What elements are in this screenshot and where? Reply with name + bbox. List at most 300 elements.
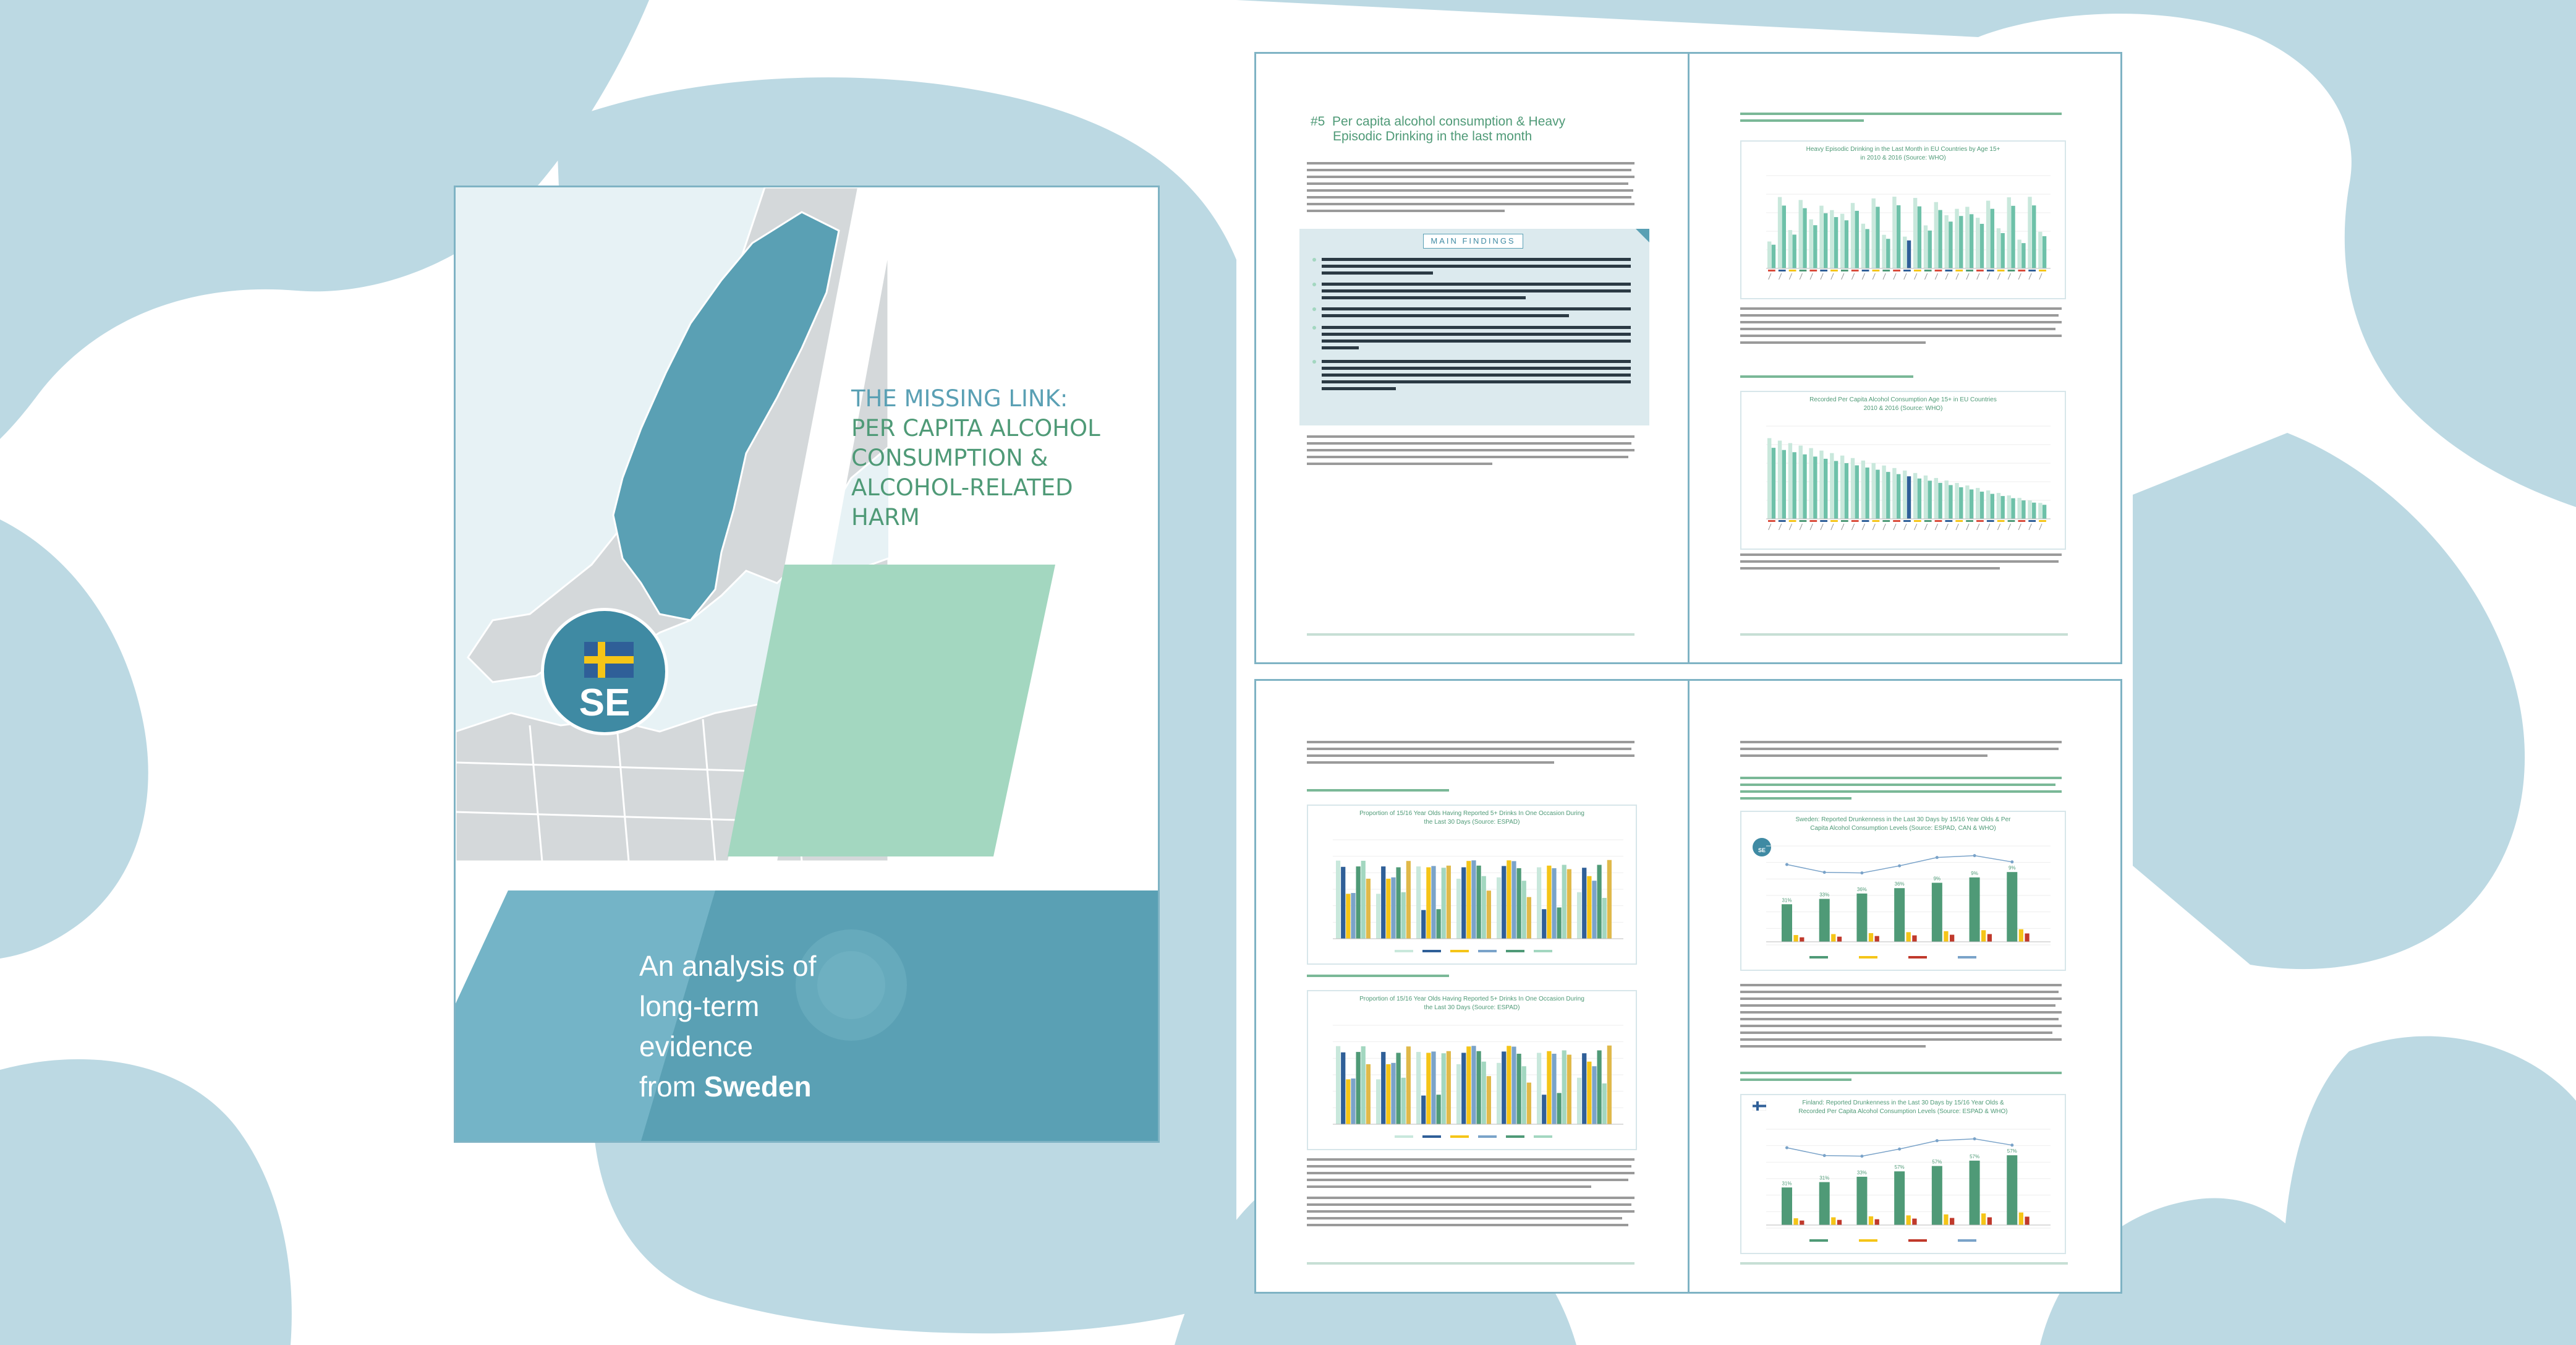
bar <box>1970 877 1980 942</box>
bar <box>1934 202 1938 268</box>
bar <box>2007 197 2011 268</box>
footer-line-4 <box>1740 1262 2068 1265</box>
legend-swatch <box>1534 1135 1552 1138</box>
bar <box>1876 207 1879 268</box>
bar <box>1830 453 1834 519</box>
tick-label <box>1997 273 2000 280</box>
bar <box>1542 909 1546 939</box>
tick-label <box>1966 524 1969 530</box>
bar <box>1471 860 1476 939</box>
bar <box>1477 1051 1481 1124</box>
flag-mark <box>1987 270 1994 271</box>
bar <box>1567 869 1571 939</box>
cover-title-line-1: THE MISSING LINK: <box>851 385 1068 412</box>
data-label: 31% <box>1782 1181 1792 1187</box>
fig-source-line-4 <box>1307 975 1492 978</box>
bar <box>1944 1215 1948 1225</box>
bar <box>1851 203 1855 268</box>
bar <box>1819 451 1823 519</box>
chart5-title-line-1: Sweden: Reported Drunkenness in the Last 30 Days by 15/16 Year Olds & Per <box>1795 816 2011 823</box>
subtitle-line-3: evidence <box>639 1030 754 1062</box>
bar <box>1511 861 1516 939</box>
footer-line-r <box>1740 633 2068 636</box>
bar <box>1447 1051 1451 1124</box>
tick-label <box>2008 524 2010 530</box>
subtitle-line-4: from <box>639 1070 696 1103</box>
flag-mark <box>1768 270 1775 271</box>
bar <box>1912 1219 1916 1225</box>
bar <box>1341 1053 1345 1124</box>
bar <box>1361 861 1366 939</box>
bar <box>1376 1079 1380 1124</box>
tick-label <box>1862 273 1864 280</box>
body-text-block-5 <box>1307 741 1641 772</box>
bar <box>1965 485 1969 519</box>
section-title-line-1: Per capita alcohol consumption & Heavy <box>1332 114 1566 129</box>
bar <box>1882 466 1885 519</box>
tick-label <box>2018 273 2021 280</box>
flag-mark <box>1768 520 1775 522</box>
bar <box>1587 876 1591 939</box>
bar <box>1552 868 1556 939</box>
bar <box>1592 1066 1596 1124</box>
flag-mark <box>1779 270 1786 271</box>
bar <box>1907 476 1911 519</box>
bar <box>1346 894 1350 939</box>
flag-mark <box>1924 270 1932 271</box>
bar <box>1361 1046 1366 1124</box>
bar <box>1401 1078 1406 1124</box>
data-label: 57% <box>1932 1159 1942 1165</box>
bar <box>1567 1055 1571 1124</box>
bar <box>1502 866 1506 939</box>
bar <box>1482 1062 1486 1124</box>
body-text-block-2 <box>1307 435 1641 479</box>
bar <box>1597 865 1602 939</box>
fig-source-line-2 <box>1740 375 1926 379</box>
tick-label <box>1935 524 1937 530</box>
bar <box>1547 866 1551 939</box>
bar <box>1997 493 2000 519</box>
fig-source-line-5 <box>1740 777 2062 801</box>
bar <box>1906 1215 1911 1225</box>
bar <box>2043 505 2046 519</box>
bar <box>1981 930 1986 942</box>
legend-swatch <box>1395 1135 1413 1138</box>
bar <box>1987 1218 1992 1225</box>
tick-label <box>1800 273 1802 280</box>
data-label: 31% <box>1819 1175 1830 1181</box>
bar <box>1466 861 1471 939</box>
tick-label <box>1904 273 1906 280</box>
bar <box>1892 468 1896 519</box>
bar <box>2032 503 2036 519</box>
legend-swatch <box>1478 1135 1497 1138</box>
legend-swatch <box>1809 956 1828 959</box>
bar <box>1897 205 1900 268</box>
bar <box>1527 1083 1531 1124</box>
flag-mark <box>1830 270 1838 271</box>
findings-corner <box>1636 229 1649 242</box>
flag-mark <box>1882 520 1890 522</box>
flag-mark <box>1903 520 1911 522</box>
data-label: 57% <box>2007 1148 2017 1155</box>
body-text-block <box>1307 162 1641 218</box>
bar <box>1562 1051 1566 1124</box>
bar <box>1837 1220 1842 1225</box>
legend-swatch <box>1958 956 1976 959</box>
tick-label <box>1894 273 1896 280</box>
bar <box>1976 488 1979 519</box>
tick-label <box>1872 524 1875 530</box>
bar <box>1401 892 1406 939</box>
bar <box>1913 198 1917 268</box>
findings-bullets <box>1312 257 1646 421</box>
flag-mark <box>2008 520 2015 522</box>
bar <box>1918 207 1921 268</box>
chart3-title-line-1: Proportion of 15/16 Year Olds Having Reported 5+ Drinks In One Occasion During <box>1359 810 1584 817</box>
bar <box>1986 490 1990 519</box>
chart2-title-line-1: Recorded Per Capita Alcohol Consumption Age 15+ in EU Countries <box>1809 396 1997 403</box>
bar <box>2007 1155 2017 1225</box>
bar <box>1396 1053 1401 1124</box>
chart6-title-line-1: Finland: Reported Drunkenness in the Last 30 Days by 15/16 Year Olds & <box>1802 1099 2004 1106</box>
fig-source-line-6 <box>1740 1072 2062 1084</box>
chart-finland-drunkenness <box>1740 1094 2066 1254</box>
bar <box>1949 221 1952 268</box>
bar <box>1788 443 1792 519</box>
bar <box>1856 1177 1867 1225</box>
data-label: 57% <box>1894 1164 1905 1171</box>
fig-source-line-3 <box>1307 789 1492 793</box>
bar <box>1437 909 1441 939</box>
tick-label <box>1821 524 1823 530</box>
bar <box>1442 868 1446 939</box>
flag-mark <box>2028 520 2036 522</box>
bar <box>1831 1218 1835 1225</box>
line-point <box>2010 1143 2013 1146</box>
data-label: 33% <box>1819 892 1830 898</box>
bar <box>1607 860 1612 939</box>
flag-mark <box>1914 520 1921 522</box>
data-label: 9% <box>2009 865 2016 871</box>
bar <box>1431 1051 1435 1124</box>
main-findings-label: MAIN FINDINGS <box>1423 234 1523 249</box>
bar <box>1875 1219 1879 1225</box>
bar <box>1934 478 1938 519</box>
tick-label <box>1862 524 1864 530</box>
tick-label <box>1872 273 1875 280</box>
chart4-title-line-2: the Last 30 Days (Source: ESPAD) <box>1424 1004 1520 1011</box>
bar <box>1793 1218 1798 1225</box>
legend-swatch <box>1859 1239 1877 1242</box>
flag-mark <box>1882 270 1890 271</box>
bar <box>1834 217 1838 268</box>
legend-swatch <box>1478 950 1497 952</box>
flag-mark <box>1924 520 1932 522</box>
legend-swatch <box>1422 1135 1441 1138</box>
cover-subtitle <box>639 946 816 1107</box>
line-point <box>1936 856 1939 859</box>
bar <box>1406 861 1411 939</box>
chart-recorded-consumption <box>1740 391 2066 550</box>
bar <box>1819 206 1823 268</box>
data-label: 36% <box>1856 886 1867 892</box>
bar <box>1456 1064 1461 1124</box>
bar <box>1406 1046 1411 1124</box>
bar <box>1557 907 1562 939</box>
bar <box>1577 1078 1581 1124</box>
tick-label <box>2029 524 2031 530</box>
bar <box>1970 214 1973 268</box>
tick-label <box>1769 524 1771 530</box>
bar <box>1522 881 1526 939</box>
flag-mark <box>1903 270 1911 271</box>
bar <box>1955 209 1958 268</box>
bar <box>1965 207 1969 268</box>
legend-swatch <box>1506 950 1524 952</box>
bar <box>1894 888 1905 942</box>
bar <box>1959 216 1963 268</box>
bar <box>1976 218 1979 268</box>
flag-mark <box>1851 270 1859 271</box>
bar <box>1809 220 1813 268</box>
bar <box>1381 1052 1385 1124</box>
bar <box>1906 932 1911 942</box>
bar <box>1987 934 1992 942</box>
bar <box>1894 1171 1905 1225</box>
tick-label <box>1852 273 1855 280</box>
bar <box>1471 1046 1476 1124</box>
bar <box>2019 1213 2023 1225</box>
line-point <box>1973 854 1976 857</box>
bar <box>1502 1051 1506 1124</box>
bar <box>1778 197 1782 268</box>
tick-label <box>1915 524 1917 530</box>
flag-mark <box>2039 270 2046 271</box>
flag-mark <box>1966 520 1973 522</box>
body-text-block-3 <box>1740 307 2062 351</box>
se-mini-code: SE <box>1758 847 1766 853</box>
line-point <box>1973 1137 1976 1140</box>
bar <box>1851 458 1855 519</box>
bar <box>1865 229 1869 268</box>
line-point <box>1785 863 1788 866</box>
cover-title <box>851 384 1148 532</box>
bar <box>1582 868 1586 939</box>
bar <box>1886 239 1890 268</box>
footer-line <box>1307 633 1634 636</box>
bar <box>1782 205 1786 268</box>
bar <box>1782 450 1786 519</box>
chart4-title-line-1: Proportion of 15/16 Year Olds Having Reported 5+ Drinks In One Occasion During <box>1359 996 1584 1002</box>
chart-espad-1 <box>1307 805 1637 965</box>
bar <box>1507 860 1511 939</box>
bar <box>2028 500 2031 519</box>
bar <box>1793 935 1798 942</box>
bar <box>1897 474 1900 519</box>
line-point <box>1860 1155 1863 1158</box>
bar <box>1351 1078 1355 1124</box>
bar <box>1788 230 1792 268</box>
bar <box>1855 211 1859 268</box>
bar <box>1886 472 1890 519</box>
data-label: 33% <box>1856 1169 1867 1176</box>
bar <box>1997 228 2000 268</box>
bar <box>2011 498 2015 519</box>
bar <box>1466 1046 1471 1124</box>
tick-label <box>1789 524 1792 530</box>
tick-label <box>1831 524 1834 530</box>
flag-mark <box>1809 270 1817 271</box>
cover-title-line-3: CONSUMPTION & <box>851 445 1048 471</box>
tick-label <box>2029 273 2031 280</box>
bar <box>1346 1079 1350 1124</box>
tick-label <box>2039 524 2042 530</box>
bar <box>1482 876 1486 939</box>
tick-label <box>2039 273 2042 280</box>
country-code: SE <box>579 681 631 724</box>
bar <box>1950 1218 1954 1225</box>
line-point <box>1823 1154 1826 1157</box>
flag-mark <box>1935 270 1942 271</box>
bar <box>1928 231 1932 268</box>
legend-swatch <box>1506 1135 1524 1138</box>
bar <box>1778 441 1782 519</box>
flag-mark <box>1789 270 1796 271</box>
bar <box>1809 448 1813 519</box>
bar <box>1950 935 1954 942</box>
bar <box>1924 476 1928 519</box>
bar <box>1892 197 1896 268</box>
tick-label <box>1779 524 1782 530</box>
tick-label <box>1966 273 1969 280</box>
subtitle-country: Sweden <box>704 1070 812 1103</box>
page-left-2 <box>1256 681 1688 1292</box>
tick-label <box>1915 273 1917 280</box>
bar <box>1582 1053 1586 1124</box>
bar <box>1872 463 1876 519</box>
bar <box>1928 480 1932 519</box>
cover-title-line-2: PER CAPITA ALCOHOL <box>851 415 1100 442</box>
tick-label <box>1924 273 1927 280</box>
fig-source-line <box>1740 113 2062 125</box>
bar <box>2011 206 2015 268</box>
bar <box>1903 471 1906 519</box>
bar <box>1970 1161 1980 1225</box>
bar <box>1772 245 1775 268</box>
tick-label <box>1935 273 1937 280</box>
flag-mark <box>1841 520 1848 522</box>
page-right-2 <box>1690 681 2120 1292</box>
bar <box>2017 240 2021 268</box>
bar <box>1949 485 1952 519</box>
bar <box>1959 487 1963 519</box>
section-number: #5 <box>1311 114 1325 129</box>
bar <box>1416 1052 1421 1124</box>
flag-mark <box>1851 520 1859 522</box>
bar <box>1562 865 1566 939</box>
bar <box>1903 237 1906 268</box>
bar <box>1461 1053 1466 1124</box>
flag-mark <box>1800 520 1807 522</box>
bar <box>1955 483 1958 519</box>
bar <box>1456 879 1461 939</box>
bar <box>2007 495 2011 519</box>
flag-mark <box>1779 520 1786 522</box>
tick-label <box>1945 273 1948 280</box>
bar <box>1507 1046 1511 1124</box>
bar <box>1840 214 1844 268</box>
bar <box>1517 1054 1521 1124</box>
spread-bottom <box>1256 681 2120 1292</box>
bar <box>1767 242 1771 269</box>
line-point <box>2010 860 2013 863</box>
bar <box>2025 933 2029 942</box>
bar <box>1497 1063 1501 1124</box>
bar <box>2017 498 2021 519</box>
bar <box>1856 894 1867 942</box>
bar <box>1592 881 1596 939</box>
bar <box>2043 236 2046 268</box>
combo-chart-6 <box>1754 1123 2054 1247</box>
legend-swatch <box>1534 950 1552 952</box>
bar <box>1970 490 1973 519</box>
bar <box>1487 1076 1491 1124</box>
bar <box>1944 480 1948 519</box>
bar <box>1522 1066 1526 1124</box>
tick-label <box>1904 524 1906 530</box>
main-findings-box <box>1299 229 1649 425</box>
bar <box>1366 879 1371 939</box>
tick-label <box>1956 524 1958 530</box>
bar <box>1869 933 1873 942</box>
flag-mark <box>1830 520 1838 522</box>
tick-label <box>1789 273 1792 280</box>
bar <box>1861 461 1865 519</box>
bar <box>1803 455 1806 519</box>
bar <box>1938 210 1942 268</box>
chart-title-line-2: in 2010 & 2016 (Source: WHO) <box>1860 155 1946 161</box>
bar <box>1602 1083 1607 1124</box>
bar <box>1913 473 1917 519</box>
bar <box>2028 197 2031 268</box>
tick-label <box>1894 524 1896 530</box>
tick-label <box>1779 273 1782 280</box>
flag-mark <box>1997 270 2005 271</box>
flag-mark <box>1820 270 1827 271</box>
chart-heavy-episodic <box>1740 140 2066 299</box>
flag-mark <box>1820 520 1827 522</box>
flag-mark <box>1955 520 1963 522</box>
tick-label <box>1842 524 1844 530</box>
flag-mark <box>1800 270 1807 271</box>
bar <box>1991 494 1994 519</box>
chart-title-line-1: Heavy Episodic Drinking in the Last Month in EU Countries by Age 15+ <box>1806 146 2000 153</box>
bar <box>1813 225 1817 268</box>
chart3-title-line-2: the Last 30 Days (Source: ESPAD) <box>1424 819 1520 826</box>
bar <box>1875 936 1879 942</box>
tick-label <box>1831 273 1834 280</box>
combo-chart-5 <box>1754 840 2054 963</box>
flag-mark <box>1966 270 1973 271</box>
country-badge <box>541 608 668 735</box>
bar <box>1981 1213 1986 1225</box>
chart-espad-2 <box>1307 990 1637 1150</box>
line-point <box>1936 1139 1939 1142</box>
bar <box>1882 235 1885 268</box>
bar <box>1336 861 1340 939</box>
